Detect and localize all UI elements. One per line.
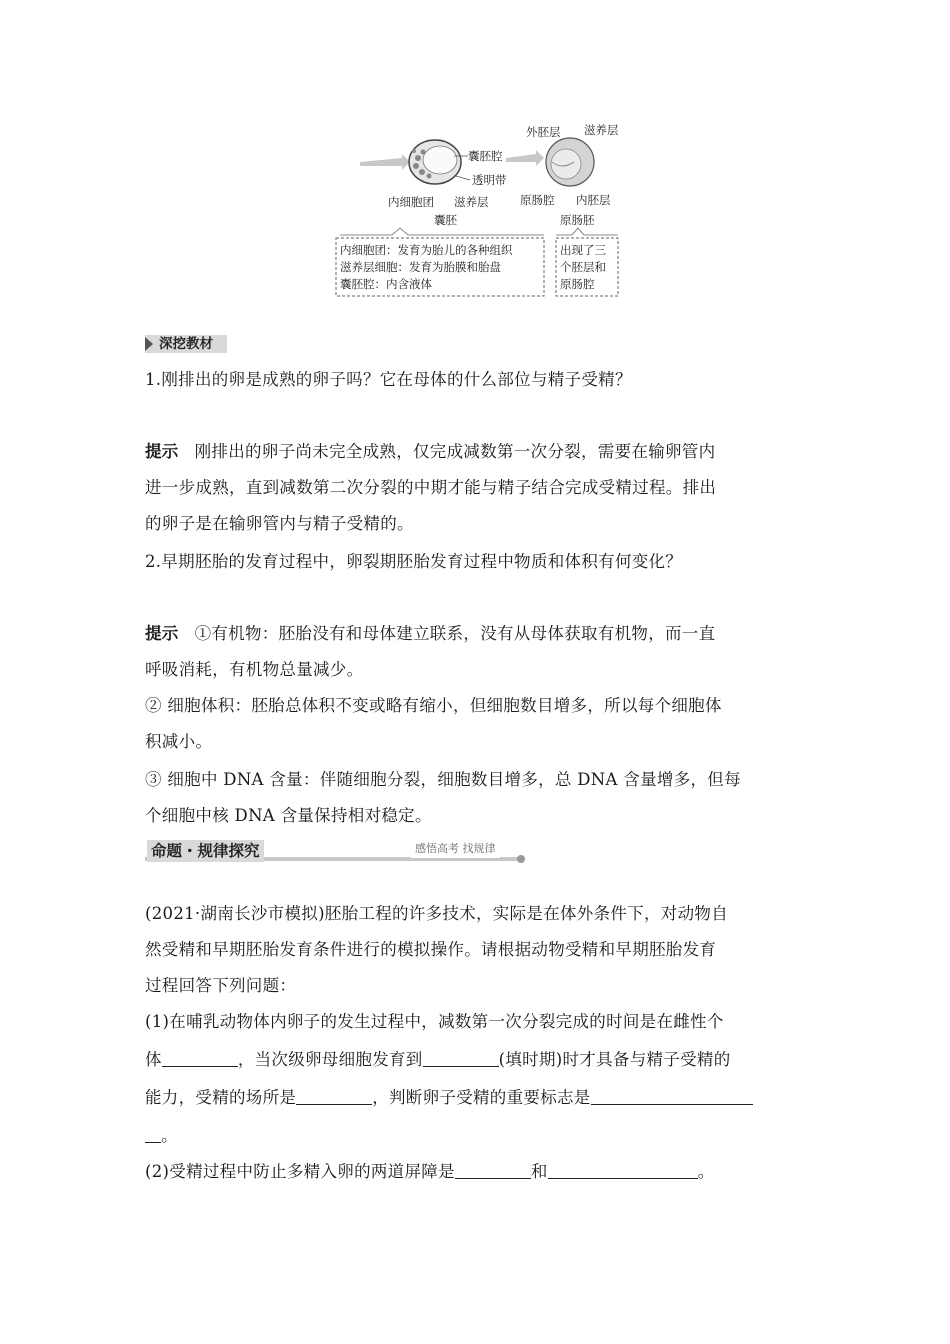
box-left-line: 囊胚腔：内含液体 <box>340 277 432 291</box>
blastocyst-cavity <box>423 146 457 174</box>
answer-blank[interactable] <box>423 1046 499 1067</box>
label-zona: 透明带 <box>472 173 507 187</box>
answer-2-line: 个细胞中核 DNA 含量保持相对稳定。 <box>145 806 432 825</box>
section-subtitle: 感悟高考 找规律 <box>411 840 500 858</box>
brace-left <box>340 228 544 235</box>
problem-1-line: 能力，受精的场所是 ，判断卵子受精的重要标志是 <box>145 1080 810 1116</box>
problem-1-line: 。 <box>145 1118 810 1154</box>
answer-blank[interactable] <box>162 1046 238 1067</box>
label-endoderm: 内胚层 <box>576 193 611 207</box>
dot-icon <box>517 855 525 863</box>
question-1: 1.刚排出的卵是成熟的卵子吗？它在母体的什么部位与精子受精？ <box>145 370 632 389</box>
label-blastocyst: 囊胚 <box>434 213 457 227</box>
answer-1-text: 刚排出的卵子尚未完全成熟，仅完成减数第一次分裂，需要在输卵管内 <box>194 442 716 461</box>
label-ectoderm: 外胚层 <box>526 125 561 139</box>
section-title: 命题・规律探究 <box>147 840 264 862</box>
label-icm: 内细胞团 <box>388 195 434 209</box>
answer-1-line: 进一步成熟，直到减数第二次分裂的中期才能与精子结合完成受精过程。排出 <box>145 478 717 497</box>
box-left-line: 滋养层细胞：发育为胎膜和胎盘 <box>340 260 501 274</box>
section-heading-exam <box>145 840 525 862</box>
problem-1-line: (1)在哺乳动物体内卵子的发生过程中，减数第一次分裂完成的时间是在雌性个 <box>145 1012 724 1031</box>
answer-blank[interactable] <box>145 1122 161 1143</box>
answer-blank[interactable] <box>296 1084 372 1105</box>
embryo-diagram <box>330 118 630 308</box>
label-blastocoel: 囊胚腔 <box>468 149 503 163</box>
answer-2-line: ② 细胞体积：胚胎总体积不变或略有缩小，但细胞数目增多，所以每个细胞体 <box>145 696 722 715</box>
box-left-line: 内细胞团：发育为胎儿的各种组织 <box>340 243 513 257</box>
problem-intro-line: 过程回答下列问题： <box>145 976 297 995</box>
tip-label: 提示 <box>145 624 179 643</box>
arrow-in <box>360 154 410 170</box>
problem-intro-line: (2021·湖南长沙市模拟)胚胎工程的许多技术，实际是在体外条件下，对动物自 <box>145 904 729 923</box>
tip-label: 提示 <box>145 442 179 461</box>
answer-2-line: 积减小。 <box>145 732 213 751</box>
answer-1-line <box>145 434 810 470</box>
embryo-diagram-svg <box>330 118 630 308</box>
answer-blank[interactable] <box>548 1158 698 1179</box>
answer-2-line: 呼吸消耗，有机物总量减少。 <box>145 660 364 679</box>
problem-1-line: 体 ，当次级卵母细胞发育到 (填时期)时才具备与精子受精的 <box>145 1042 810 1078</box>
answer-1-line: 的卵子是在输卵管内与精子受精的。 <box>145 514 414 533</box>
label-gastrula: 原肠胚 <box>560 213 595 227</box>
box-right-line: 个胚层和 <box>560 260 606 274</box>
answer-2-line: ③ 细胞中 DNA 含量：伴随细胞分裂，细胞数目增多，总 DNA 含量增多，但每 <box>145 770 741 789</box>
arrow-mid <box>506 150 544 166</box>
box-right-line: 原肠腔 <box>560 277 595 291</box>
section-title: 深挖教材 <box>159 336 213 352</box>
answer-2-line <box>145 616 810 652</box>
triangle-icon <box>145 337 153 351</box>
answer-blank[interactable] <box>591 1084 753 1105</box>
box-right-line: 出现了三 <box>560 243 606 257</box>
brace-right <box>556 228 618 235</box>
problem-2-line: (2)受精过程中防止多精入卵的两道屏障是 和 。 <box>145 1154 810 1190</box>
question-2: 2.早期胚胎的发育过程中，卵裂期胚胎发育过程中物质和体积有何变化？ <box>145 552 683 571</box>
problem-intro-line: 然受精和早期胚胎发育条件进行的模拟操作。请根据动物受精和早期胚胎发育 <box>145 940 717 959</box>
label-troph1: 滋养层 <box>454 195 489 209</box>
label-archenteron: 原肠腔 <box>520 193 555 207</box>
answer-2-text: ①有机物：胚胎没有和母体建立联系，没有从母体获取有机物，而一直 <box>194 624 716 643</box>
section-heading-textbook <box>145 335 227 353</box>
label-troph2: 滋养层 <box>584 123 619 137</box>
answer-blank[interactable] <box>455 1158 531 1179</box>
